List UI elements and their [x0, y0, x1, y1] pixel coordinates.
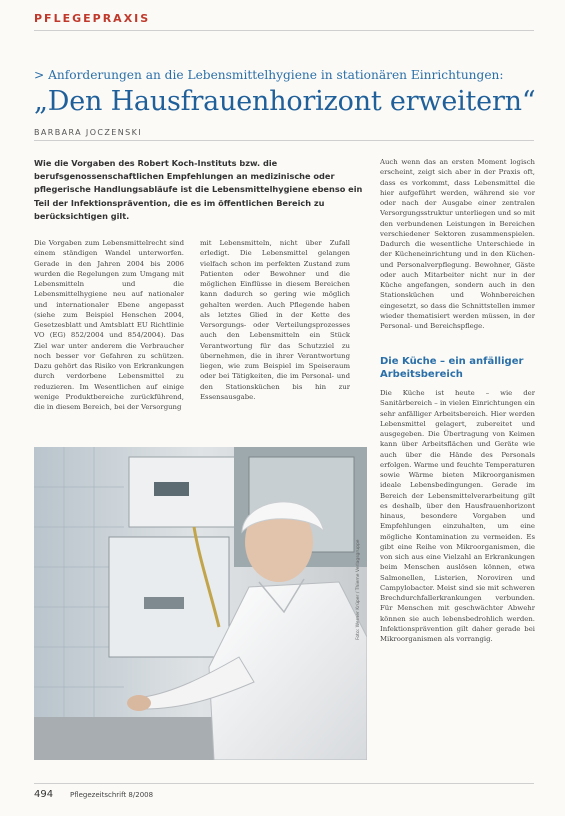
- footer-divider: [34, 783, 534, 784]
- section-subheading: Die Küche – ein anfälliger Arbeitsbereich: [380, 356, 524, 380]
- body-column-3-top: Auch wenn das an ersten Moment logisch erscheint, zeigt sich aber in der Praxis oft, dass es vorkommt, dass Lebensmittel die hier aufgeführt werden, während sie vor oder nach der Ausgabe einer zentralen Versorgungsstruktur unterliegen und so mit den verbundenen Leistungen in Bereichen verschiedener Sektoren zusammenspielen. Dadurch die wesentliche Unterschiede in der Kücheneinrichtung und in den Küchen- und Personalverpflegung. Bewohner, Gäste oder auch Mitarbeiter nicht nur in der Küche angefangen, sondern auch in den Stationsküchen und Wohnbereichen eingesetzt, so dass die Schnittstellen immer wieder thematisiert werden müssen, in der Personal- und Bereichspflege.: [380, 158, 535, 330]
- body-column-3-bottom: Die Küche ist heute – wie der Sanitärbereich – in vielen Einrichtungen ein sehr anfälliger Arbeitsbereich. Hier werden Lebensmittel gelagert, zubereitet und ausgegeben. Die Übertragung von Keimen kann über Arbeitsflächen und Geräte wie auch über die Hände des Personals erfolgen. Warme und feuchte Temperaturen sowie Wärme bieten Mikroorganismen ideale Lebensbedingungen. Gerade im Bereich der Lebensmittelverarbeitung gilt es deshalb, über den Hausfrauenhorizont hinaus, besondere Vorgaben und Empfehlungen einzuhalten, um eine mögliche Kontamination zu vermeiden. Es gibt eine Reihe von Mikroorganismen, die von sich aus eine Vielzahl an Erkrankungen beim Menschen auslösen können, etwa Salmonellen, Listerien, Noroviren und Campylobacter. Meist sind sie mit schweren Brechdurchfallerkrankungen verbunden. Für Menschen mit geschwächter Abwehr können sie auch lebensbedrohlich werden. Infektionsprävention gilt daher gerade bei Mikroorganismen als vorrangig.: [380, 389, 535, 643]
- article-lead: Wie die Vorgaben des Robert Koch-Instituts bzw. die berufsgenossenschaftlichen Empfehlungen an medizinische oder pflegerische Handlungsabläufe ist die Lebensmittelhygiene ebenso ein Teil der Infektionsprävention, die es im öffentlichen Bereich zu berücksichtigen gilt.: [34, 158, 363, 221]
- kicker-arrow-icon: >: [34, 68, 45, 82]
- title-divider: [34, 140, 534, 141]
- article-kicker: [34, 68, 504, 82]
- article-author: BARBARA JOCZENSKI: [34, 128, 142, 137]
- body-column-1: Die Vorgaben zum Lebensmittelrecht sind einem ständigen Wandel unterworfen. Gerade in den Jahren 2004 bis 2006 wurden die Regelungen zum Umgang mit Lebensmitteln und die Lebensmittelhygiene neu auf nationaler und internationaler Ebene angepasst (siehe zum Beispiel Henschen 2004, Gesetzesblatt und Amtsblatt EU Richtlinie VO (EG) 852/2004 und 854/2004). Das Ziel war unter anderem die Verbraucher noch besser vor Gefahren zu schützen. Dazu gehört das Risiko von Erkrankungen durch verdorbene Lebensmittel zu reduzieren. Im Wesentlichen auf einige wenige Produktbereiche zurückführend, die in diesem Bereich, bei der Versorgung: [34, 239, 184, 411]
- section-header: PFLEGEPRAXIS: [34, 12, 151, 25]
- photo-credit: Foto: Werner Krüper / Thieme Verlagsgruppe: [356, 539, 361, 640]
- photo-illustration: [34, 447, 367, 760]
- page-number: 494: [34, 789, 54, 800]
- body-column-2: mit Lebensmitteln, nicht über Zufall erledigt. Die Lebensmittel gelangen vielfach schon im perfekten Zustand zum Patienten oder Bewohner und die möglichen Einflüsse in diesem Bereichen kann dadurch so gering wie möglich gehalten werden. Auch Pflegende haben als letztes Glied in der Kette des Versorgungs- oder Verteilungsprozesses auch den Lebensmitteln ein Stück Verantwortung für das Schutzziel zu übernehmen, die in ihrer Verantwortung liegen, wie zum Beispiel im Speiseraum oder bei Tätigkeiten, die im Personal- und den Stationsküchen bis hin zur Essensausgabe.: [200, 239, 350, 401]
- kicker-text: Anforderungen an die Lebensmittelhygiene in stationären Einrichtungen:: [48, 68, 504, 82]
- header-divider: [34, 30, 534, 31]
- journal-name: Pflegezeitschrift 8/2008: [70, 791, 154, 799]
- article-title: „Den Hausfrauenhorizont erweitern“: [34, 86, 536, 117]
- article-photo: [34, 447, 367, 760]
